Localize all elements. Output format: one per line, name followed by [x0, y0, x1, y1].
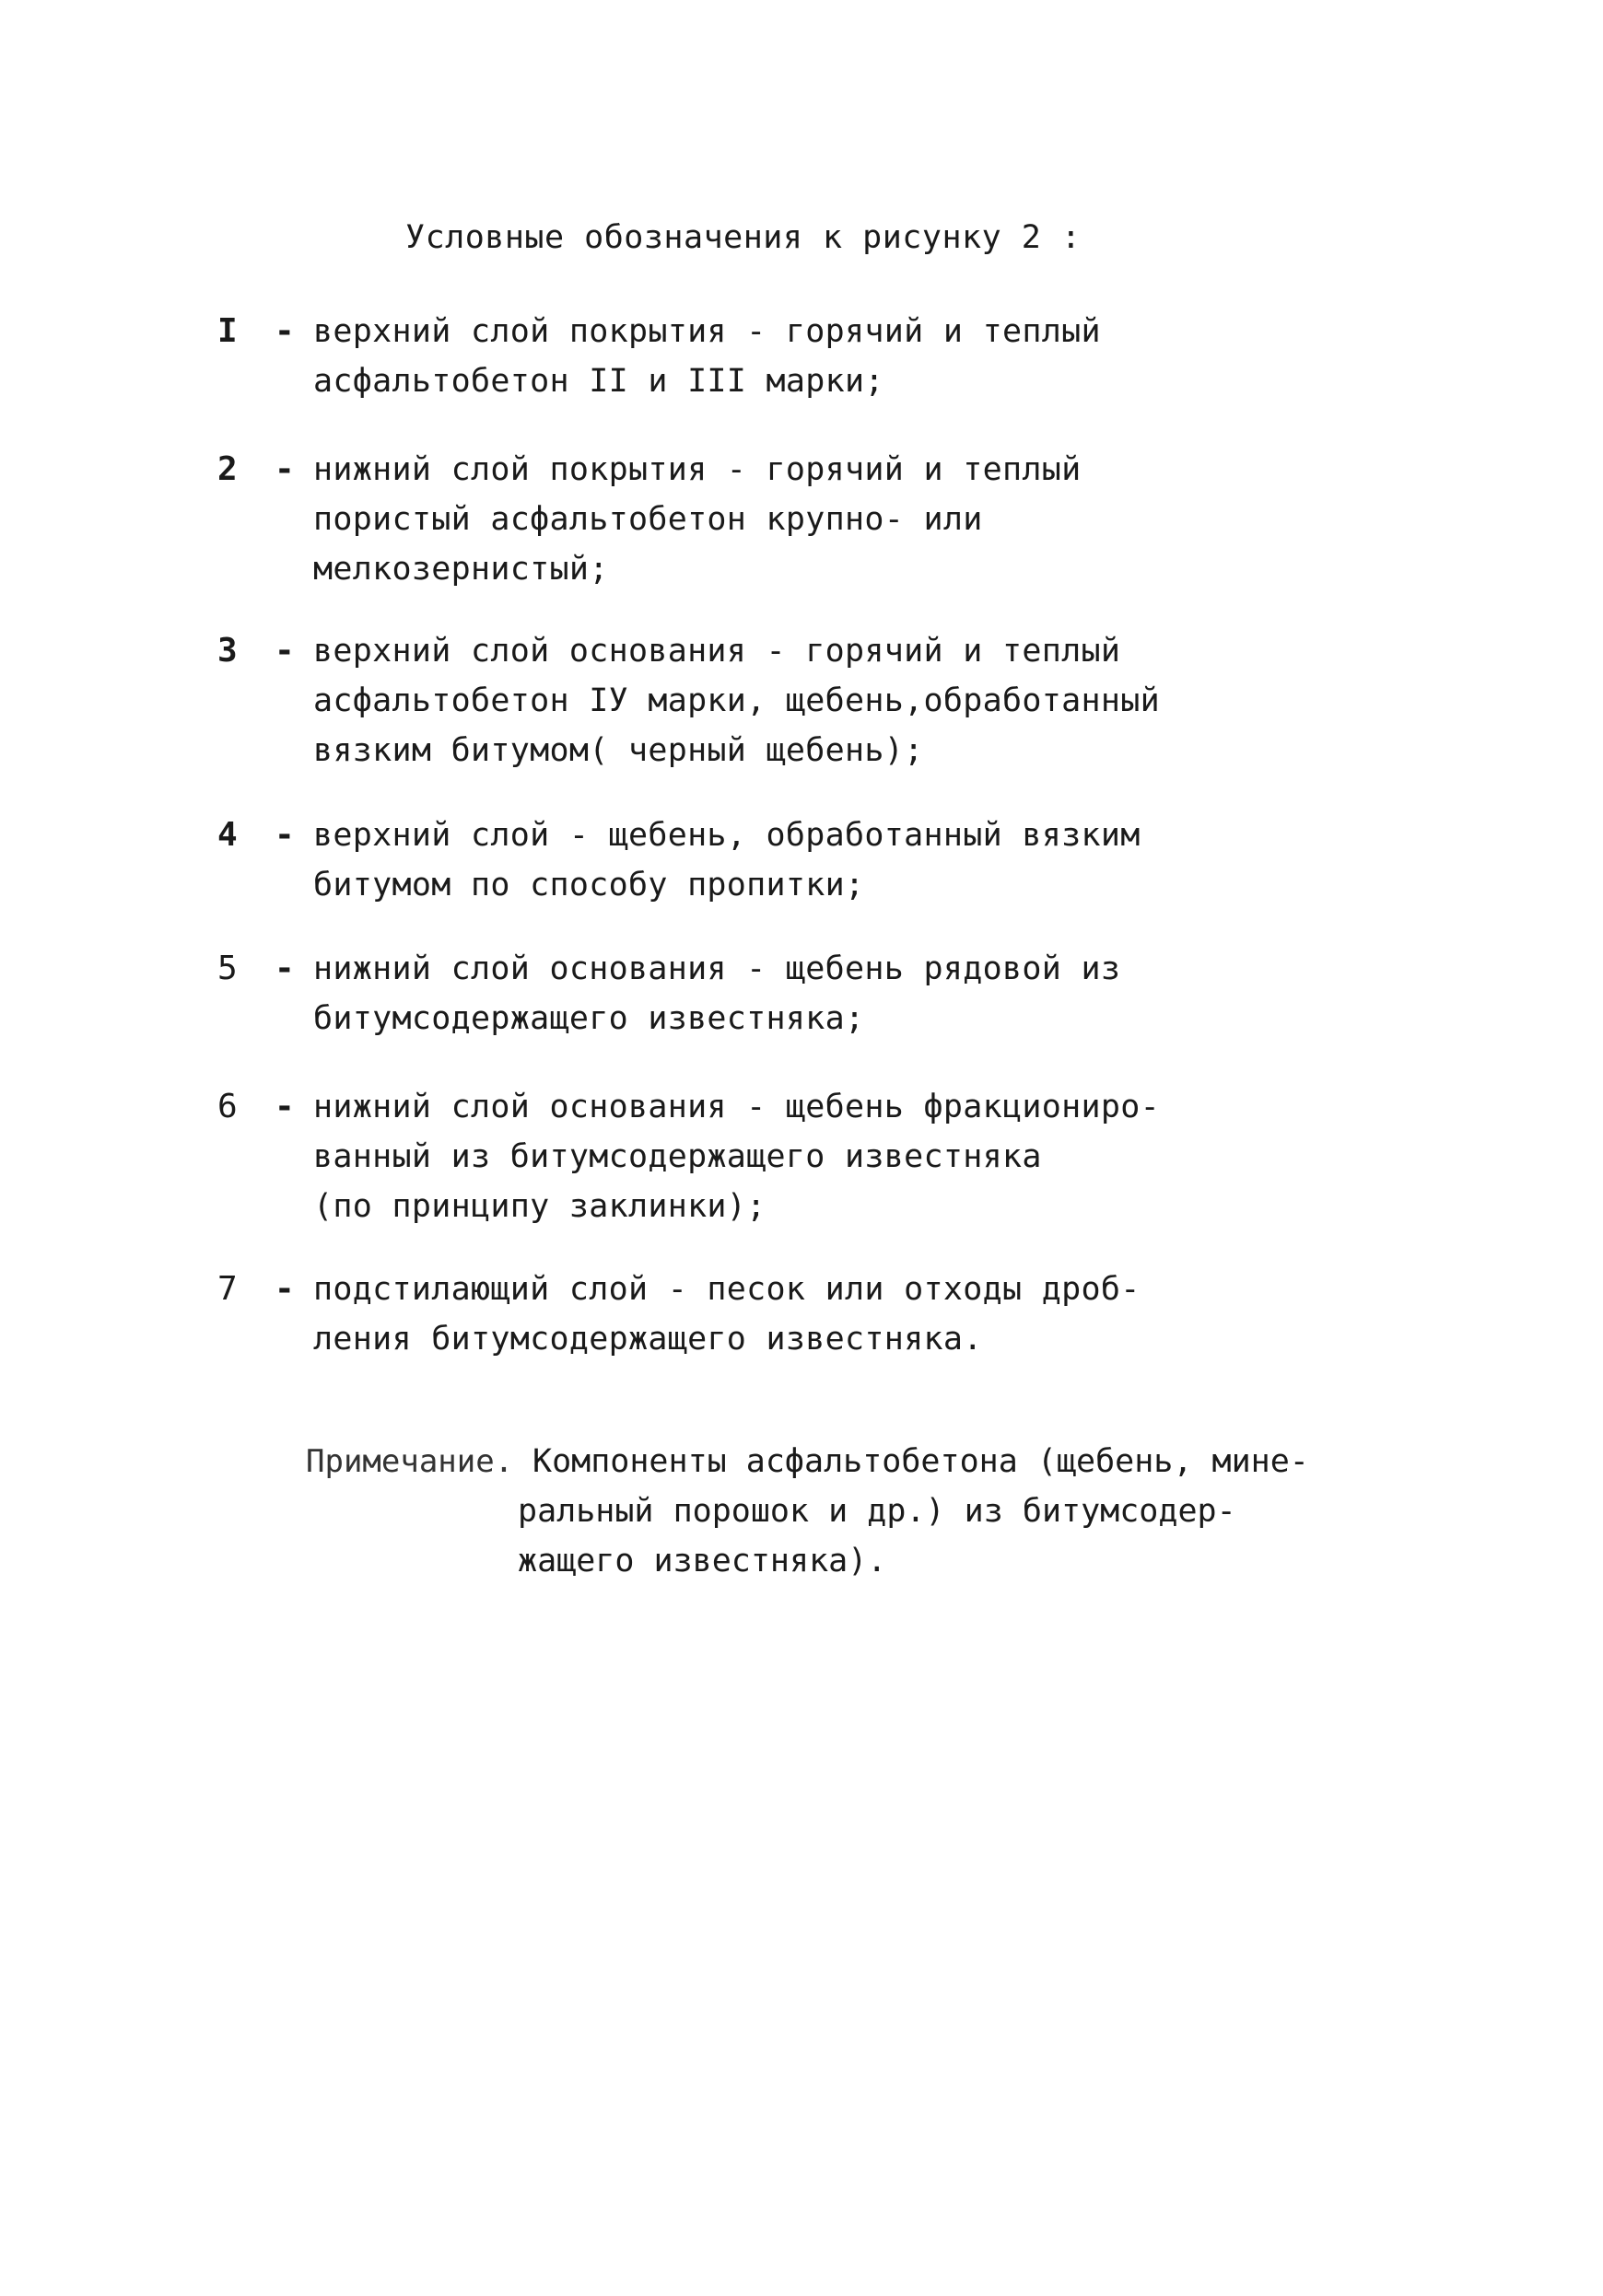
entry-line: асфальтобетон II и III марки;	[313, 363, 884, 400]
entry-line: ванный из битумсодержащего известняка	[313, 1138, 1042, 1175]
entry-line: асфальтобетон IУ марки, щебень,обработанный	[313, 682, 1160, 719]
entry-number: 2	[217, 450, 238, 488]
page-title: Условные обозначения к рисунку 2 :	[405, 219, 1082, 256]
entry-number: 5	[217, 950, 238, 987]
entry-line: нижний слой основания - щебень рядовой из	[313, 950, 1121, 987]
entry-line: вязким битумом( черный щебень);	[313, 732, 924, 769]
entry-number: 3	[217, 632, 238, 670]
entry-dash: -	[275, 1270, 295, 1308]
entry-line: подстилающий слой - песок или отходы дроб-	[313, 1271, 1141, 1308]
entry-dash: -	[275, 450, 295, 488]
entry-line: битумсодержащего известняка;	[313, 1000, 865, 1037]
entry-number: 7	[217, 1270, 238, 1308]
entry-line: верхний слой покрытия - горячий и теплый	[313, 313, 1101, 350]
entry-line: верхний слой - щебень, обработанный вязким	[313, 817, 1141, 854]
entry-line: ления битумсодержащего известняка.	[313, 1321, 983, 1358]
entry-line: (по принципу заклинки);	[313, 1188, 766, 1225]
entry-dash: -	[275, 950, 295, 987]
entry-line: верхний слой основания - горячий и теплый	[313, 633, 1121, 670]
entry-number: 6	[217, 1088, 238, 1125]
entry-line: пористый асфальтобетон крупно- или	[313, 501, 983, 538]
note-line: Компоненты асфальтобетона (щебень, мине-	[532, 1443, 1309, 1480]
note-line: ральный порошок и др.) из битумсодер-	[518, 1493, 1236, 1530]
entry-number: 4	[217, 816, 238, 854]
entry-dash: -	[275, 312, 295, 350]
note-line: жащего известняка).	[518, 1543, 887, 1579]
entry-line: нижний слой покрытия - горячий и теплый	[313, 451, 1082, 488]
entry-line: битумом по способу пропитки;	[313, 867, 865, 903]
entry-number: I	[217, 312, 238, 350]
entry-dash: -	[275, 1088, 295, 1125]
entry-line: мелкозернистый;	[313, 551, 609, 588]
note-label: Примечание.	[306, 1443, 514, 1480]
entry-dash: -	[275, 632, 295, 670]
entry-dash: -	[275, 816, 295, 854]
entry-line: нижний слой основания - щебень фракциониро-	[313, 1089, 1160, 1125]
